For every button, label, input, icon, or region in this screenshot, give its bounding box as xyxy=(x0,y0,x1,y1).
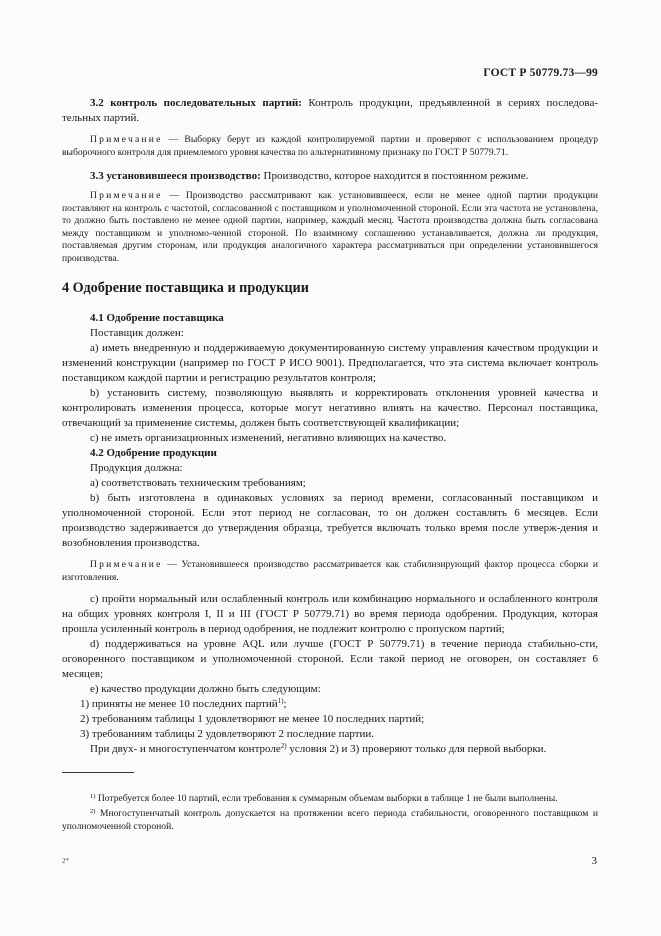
footnote-1-text: Потребуется более 10 партий, если требования к суммарным объемам выборки в таблице 1 не были выполнены. xyxy=(95,793,558,804)
clause-4-2-last-a: При двух- и многоступенчатом контроле xyxy=(90,743,281,755)
signature-mark: 2* xyxy=(62,857,69,865)
clause-4-1-title: 4.1 Одобрение поставщика xyxy=(90,312,224,324)
clause-3-2 xyxy=(62,96,598,126)
note-2-text: — Производство рассматривают как установившееся, если не менее одной партии продукции поставляют на контроль с частотой, согласованной с поставщиком и уполномоченной стороной. Если эта частота не установлена, то должно быть поставлено не менее одной партии, например, каждый месяц. Частота производства должна быть согласована между поставщиком и уполномо-ченной стороной. По взаимному соглашению устанавливается, должна ли продукция, поставляемая другим сторонам, или продукция аналогичного характера рассматриваться при определении установившегося производства. xyxy=(62,190,598,264)
clause-4-2-c: с) пройти нормальный или ослабленный контроль или комбинацию нормального и ослабленного контроля на общих уровнях контроля I, II и III (ГОСТ Р 50779.71) во время периода одобрения. Продукция, которая прошла усиленный контроль в период одобрения, не подлежит контролю с пропуском партий; xyxy=(62,593,598,635)
clause-3-3-term: 3.3 установившееся производство: xyxy=(90,170,261,182)
clause-4-2-e-1-tail: ; xyxy=(283,698,287,710)
clause-4-2-e-3: 3) требованиям таблицы 2 удовлетворяют 2 последние партии. xyxy=(80,728,375,740)
note-3-label: Примечание xyxy=(90,559,163,570)
clause-4-1-a: а) иметь внедренную и поддерживаемую документированную систему управления качеством продукции и изменений конструкции (например по ГОСТ Р ИСО 9001). Предполагается, что эта система включает контроль поставщиком каждой партии и регистрацию результатов контроля; xyxy=(62,342,598,384)
note-1-text: — Выборку берут из каждой контролируемой партии и проверяют с использованием процедур выборочного контроля для приемлемого уровня качества по альтернативному признаку по ГОСТ Р 50779.71. xyxy=(62,134,598,158)
page-number: 3 xyxy=(591,855,597,867)
footnote-divider xyxy=(62,772,134,773)
clause-4-2-b: b) быть изготовлена в одинаковых условиях за период времени, согласованный поставщиком и уполномоченной стороной. Если этот период не согласован, то он должен составлять 6 месяцев. Если производство задерживается до утверждения образца, требуется включать только время после утверж-дения и возобновления производства. xyxy=(62,492,598,549)
clause-4-1-c: с) не иметь организационных изменений, негативно влияющих на качество. xyxy=(90,432,447,444)
section-4-title: 4 Одобрение поставщика и продукции xyxy=(62,280,309,296)
footnote-ref-2: 2) xyxy=(280,742,287,750)
clause-3-3-text: Производство, которое находится в постоянном режиме. xyxy=(260,170,529,182)
footnote-1 xyxy=(62,790,598,805)
clause-4-2-intro: Продукция должна: xyxy=(90,462,183,474)
clause-4-2-last xyxy=(62,742,598,757)
note-3 xyxy=(62,559,598,584)
footnotes xyxy=(62,790,598,833)
clause-4-2-a: а) соответствовать техническим требованиям; xyxy=(90,477,306,489)
clause-4-2-last-b: условия 2) и 3) проверяют только для первой выборки. xyxy=(286,743,547,755)
clause-4-2-d: d) поддерживаться на уровне AQL или лучше (ГОСТ Р 50779.71) в течение периода стабильно-сти, оговоренного поставщиком и уполномоченной стороной. Если такой период не оговорен, он составляет 6 месяцев; xyxy=(62,638,598,680)
note-1 xyxy=(62,134,598,159)
clause-4-2-e-2: 2) требованиям таблицы 1 удовлетворяют не менее 10 последних партий; xyxy=(80,713,425,725)
main-content xyxy=(62,96,598,757)
note-2 xyxy=(62,190,598,265)
clause-4-1-b: b) установить систему, позволяющую выявлять и корректировать отклонения уровней качества и контролировать изменения процесса, которые могут негативно влиять на качество. Персонал поставщика, отвечающий за применение системы, должен быть соответствующей квалификации; xyxy=(62,387,598,429)
footnote-ref-1: 1) xyxy=(277,697,284,705)
clause-3-3 xyxy=(62,169,598,184)
note-3-text: — Установившееся производство рассматривается как стабилизирующий фактор процесса сборки и изготовления. xyxy=(62,559,598,583)
footnote-2-text: Многоступенчатый контроль допускается на протяжении всего периода стабильности, оговоренного поставщиком и уполномоченной стороной. xyxy=(62,808,598,832)
clause-4-2-e-1 xyxy=(62,697,598,712)
footnote-1-mark: 1) xyxy=(90,793,96,800)
standard-header: ГОСТ Р 50779.73—99 xyxy=(483,67,598,79)
clause-4-2-e-1-text: 1) приняты не менее 10 последних партий xyxy=(80,698,278,710)
clause-4-1-intro: Поставщик должен: xyxy=(90,327,184,339)
footnote-2 xyxy=(62,805,598,833)
clause-3-2-text: Контроль продукции, предъявленной в сериях последова-тельных партий. xyxy=(62,97,598,124)
note-1-label: Примечание xyxy=(90,134,163,145)
clause-4-2-e: е) качество продукции должно быть следующим: xyxy=(90,683,321,695)
footnote-2-mark: 2) xyxy=(90,808,96,815)
clause-4-2-title: 4.2 Одобрение продукции xyxy=(90,447,217,459)
note-2-label: Примечание xyxy=(90,190,163,201)
clause-3-2-term: 3.2 контроль последовательных партий: xyxy=(90,97,302,109)
